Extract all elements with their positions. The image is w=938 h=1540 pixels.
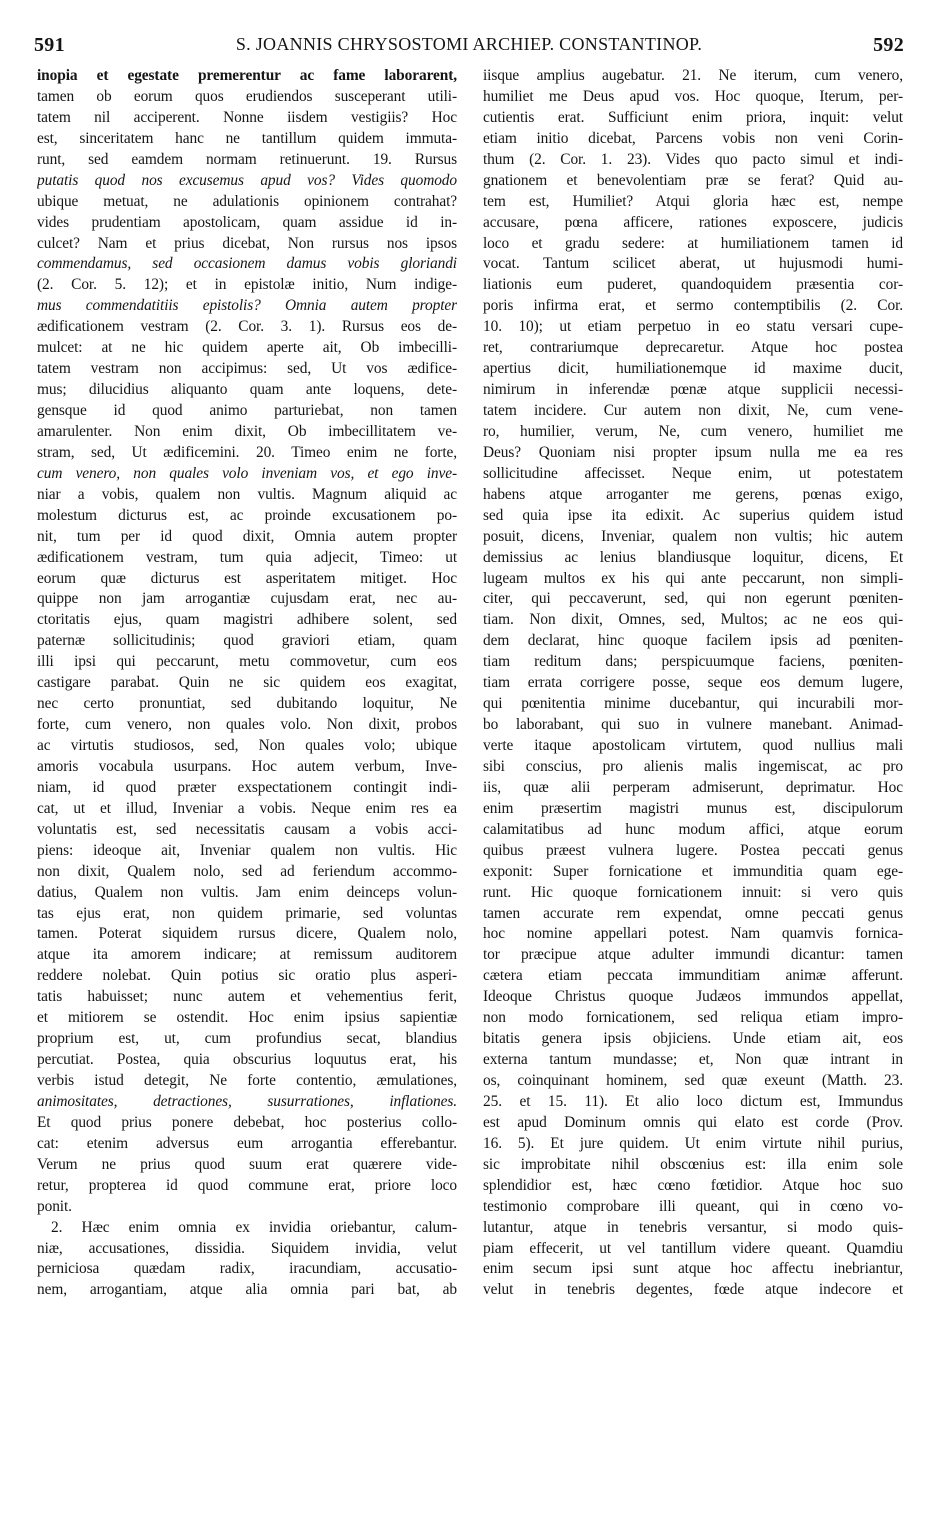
text-line: 25. et 15. 11). Et alio loco dictum est, Immundus bbox=[483, 1092, 903, 1110]
text-line: ac virtutis studiosos, sed, Non quales volo; ubique bbox=[37, 737, 457, 754]
text-line: paternæ sollicitudinis; quod graviori etiam, quam bbox=[37, 632, 457, 650]
text-line: Ideoque Christus quoque Judæos immundos appellat, bbox=[483, 988, 903, 1006]
text-line: thum (2. Cor. 1. 23). Vides quo pacto simul et indi- bbox=[483, 150, 903, 168]
text-line: 2. Hæc enim omnia ex invidia oriebantur, calum- bbox=[51, 1218, 457, 1236]
text-line: niæ, accusationes, dissidia. Siquidem invidia, velut bbox=[37, 1239, 457, 1257]
text-line: tas ejus erat, non quidem primarie, sed voluntas bbox=[37, 904, 457, 922]
text-line: tatem nil acciperent. Nonne iisdem vestigiis? Hoc bbox=[37, 108, 457, 126]
text-line: Et quod prius ponere debebat, hoc posterius collo- bbox=[37, 1113, 457, 1131]
text-line: bo laborabant, qui suo in vulnere manebant. Animad- bbox=[483, 716, 903, 734]
text-line: ædificationem vestram, tum quia adjecit, Timeo: ut bbox=[37, 548, 457, 566]
text-line: runt, sed eamdem normam retinuerunt. 19. Rursus bbox=[37, 150, 457, 168]
text-line: calamitatibus ad hunc modum affici, atque eorum bbox=[483, 820, 903, 838]
text-line: 10. 10); ut etiam perpetuo in eo statu versari cupe- bbox=[483, 318, 903, 336]
text-line: amoris vocabula usurpans. Hoc autem verbum, Inve- bbox=[37, 757, 457, 775]
text-line: humiliet me Deus apud vos. Hoc quoque, Iterum, per- bbox=[483, 87, 903, 105]
text-line: cutientis erat. Sufficiunt enim priora, inquit: velut bbox=[483, 108, 903, 126]
text-line: piens: ideoque ait, Inveniar qualem non vultis. Hic bbox=[37, 841, 457, 859]
text-line: sollicitudine affecisset. Neque enim, ut potestatem bbox=[483, 464, 903, 482]
text-line: culcet? Nam et prius dicebat, Non rursus nos ipsos bbox=[37, 234, 457, 252]
running-header bbox=[32, 26, 906, 56]
text-line: vides prudentiam apostolicam, quam assidue id in- bbox=[37, 213, 457, 231]
page-number-right: 592 bbox=[873, 34, 904, 56]
text-line: cætera etiam peccata immunditiam animæ afferunt. bbox=[483, 967, 903, 985]
text-line: nem, arrogantiam, atque alia omnia pari bat, ab bbox=[37, 1281, 457, 1299]
text-line: inopia et egestate premerentur ac fame laborarent, bbox=[37, 67, 457, 84]
text-line: etiam initio dicebat, Parcens vobis non veni Corin- bbox=[483, 129, 903, 147]
text-line: gnationem et benevolentiam præ se ferat? Quid au- bbox=[483, 171, 903, 189]
text-line: atque ita amorem indicare; at remissum auditorem bbox=[37, 946, 457, 964]
text-line: iis, quæ alii perperam admiserunt, deprimatur. Hoc bbox=[483, 778, 903, 796]
text-line: ret, contrariumque deprecaretur. Atque hoc postea bbox=[483, 339, 903, 357]
text-line: posuit, dicens, Inveniar, qualem non vultis; hic autem bbox=[483, 527, 903, 545]
text-line: tiam reditum dans; perspicuumque faciens, pœniten- bbox=[483, 653, 903, 671]
text-line: habens atque arroganter me gerens, pœnas exigo, bbox=[483, 485, 903, 503]
text-line: commendamus, sed occasionem damus vobis gloriandi bbox=[37, 255, 457, 273]
text-line: Deus? Quoniam nisi propter ipsum nulla me ea res bbox=[483, 443, 903, 461]
page-number-left: 591 bbox=[34, 34, 65, 56]
text-line: sed quia ipse ita edixit. Ac superius quidem istud bbox=[483, 506, 903, 524]
text-line: tiam errata corrigere posse, seque eos demum lugere, bbox=[483, 674, 903, 692]
text-line: ædificationem vestram (2. Cor. 3. 1). Rursus eos de- bbox=[37, 318, 457, 336]
text-line: eorum quæ dicturus est asperitatem mitiget. Hoc bbox=[37, 569, 457, 587]
text-line: tamen ob eorum quos erudiendos susceperant utili- bbox=[37, 87, 457, 105]
text-line: loco et gradu sedere: at humiliationem tamen id bbox=[483, 234, 903, 252]
text-line: tamen. Poterat siquidem rursus dicere, Qualem nolo, bbox=[37, 925, 457, 943]
text-line: putatis quod nos excusemus apud vos? Vides quomodo bbox=[37, 171, 457, 189]
text-line: niam, id quod præter exspectationem contingit indi- bbox=[37, 778, 457, 796]
text-line: verte itaque apostolicam virtutem, quod nullius mali bbox=[483, 737, 903, 754]
text-line: illi ipsi qui peccarunt, metu commovetur, cum eos bbox=[37, 653, 457, 671]
text-line: vocat. Tantum scilicet aberat, ut hujusmodi humi- bbox=[483, 255, 903, 273]
text-line: non dixit, Qualem nolo, sed ad feriendum accommo- bbox=[37, 862, 457, 880]
text-line: citer, qui peccaverunt, sed, qui non egerunt pœniten- bbox=[483, 590, 903, 608]
text-line: sibi conscius, pro alienis malis ingemiscat, ac pro bbox=[483, 757, 903, 775]
text-line: forte, cum venero, non quales volo. Non dixit, probos bbox=[37, 716, 457, 734]
text-line: tor præcipue atque adulter immundi dicantur: tamen bbox=[483, 946, 903, 964]
text-line: datius, Qualem non vultis. Jam enim deinceps volun- bbox=[37, 883, 457, 901]
running-title: S. JOANNIS CHRYSOSTOMI ARCHIEP. CONSTANTINOP. bbox=[235, 34, 703, 54]
text-line: ctoritatis ejus, quam magistri adhibere solent, sed bbox=[37, 611, 457, 629]
text-line: accusare, pœna afficere, rationes exposcere, judicis bbox=[483, 213, 903, 231]
text-line: nec certo pronuntiat, sed dubitando loquitur, Ne bbox=[37, 695, 457, 713]
text-line: (2. Cor. 5. 12); et in epistolæ initio, Num indige- bbox=[37, 276, 457, 294]
text-line: demissius ac lenius blandiusque loquitur, dicens, Et bbox=[483, 548, 903, 566]
text-line: sic improbitate nihil obscœnius est: illa enim sole bbox=[483, 1155, 903, 1173]
text-line: non modo fornicationem, sed reliqua etiam impro- bbox=[483, 1009, 903, 1027]
text-line: nit, tum per id quod dixit, Omnia autem propter bbox=[37, 527, 457, 545]
text-line: quippe non jam arrogantiæ cujusdam erat, nec au- bbox=[37, 590, 457, 608]
text-line: enim secum ipsi sunt atque hoc affectu inebriantur, bbox=[483, 1260, 903, 1278]
text-line: nimirum in inferendæ pœnæ atque supplicii necessi- bbox=[483, 381, 903, 399]
text-line: bitatis genera ipsis objiciens. Unde etiam ait, eos bbox=[483, 1030, 903, 1048]
text-line: proprium est, ut, cum profundius secat, blandius bbox=[37, 1030, 457, 1048]
text-line: cat, ut et illud, Inveniar a vobis. Neque enim res ea bbox=[37, 799, 457, 817]
text-line: stram, sed, Ut ædificemini. 20. Timeo enim ne forte, bbox=[37, 443, 457, 461]
text-line: ponit. bbox=[37, 1197, 72, 1215]
text-line: testimonio comprobare illi queant, qui in cœno vo- bbox=[483, 1197, 903, 1215]
text-line: hoc nomine appellari potest. Nam quamvis fornica- bbox=[483, 925, 903, 943]
text-line: runt. Hic quoque fornicationem innuit: si vero quis bbox=[483, 883, 903, 901]
text-line: reddere nolebat. Quin potius sic oratio plus asperi- bbox=[37, 967, 457, 985]
text-line: animositates, detractiones, susurrationes, inflationes. bbox=[37, 1092, 457, 1110]
text-line: tem est, Humiliet? Atqui gloria hæc est, nempe bbox=[483, 192, 903, 210]
text-line: cum venero, non quales volo inveniam vos, et ego inve- bbox=[37, 464, 457, 482]
text-line: tatis habuisset; nunc autem et vehementius ferit, bbox=[37, 988, 457, 1006]
text-line: mus; dilucidius aliquanto quam ante loquens, dete- bbox=[37, 381, 457, 399]
text-line: Verum ne prius quod suum erat quærere vide- bbox=[37, 1155, 457, 1173]
text-line: amarulenter. Non enim dixit, Ob imbecillitatem ve- bbox=[37, 422, 457, 440]
text-line: velut in tenebris degentes, fœde atque indecore et bbox=[483, 1281, 903, 1299]
text-line: verbis istud detegit, Ne forte contentio, æmulationes, bbox=[37, 1072, 457, 1089]
text-line: tamen accurate rem expendat, omne peccati genus bbox=[483, 904, 903, 922]
text-line: enim præsertim magistri munus est, discipulorum bbox=[483, 799, 903, 817]
text-line: poris infirma erat, et sermo contemptibilis (2. Cor. bbox=[483, 297, 903, 315]
text-line: molestum dicturus est, ac proinde excusationem po- bbox=[37, 506, 457, 524]
text-line: est, sinceritatem hanc ne tantillum quidem immuta- bbox=[37, 129, 457, 147]
text-line: externa tantum mundasse; et, Non quæ intrant in bbox=[483, 1051, 903, 1069]
text-line: exponit: Super fornicatione et immunditia quam ege- bbox=[483, 862, 903, 880]
text-line: est apud Dominum omnis qui elato est corde (Prov. bbox=[483, 1113, 903, 1131]
text-line: liationis eum puderet, quandoquidem præsentia cor- bbox=[483, 276, 903, 294]
text-line: quibus præest vulnera lugere. Postea peccati genus bbox=[483, 841, 903, 859]
text-line: perniciosa quædam radix, iracundiam, accusatio- bbox=[37, 1260, 457, 1278]
text-line: et mitiorem se ostendit. Hoc enim ipsius sapientiæ bbox=[37, 1009, 457, 1027]
text-line: voluntatis est, sed necessitatis causam a vobis acci- bbox=[37, 820, 457, 838]
text-line: mus commendatitiis epistolis? Omnia autem propter bbox=[37, 297, 457, 315]
text-line: 16. 5). Et jure quidem. Ut enim virtute nihil purius, bbox=[483, 1134, 903, 1152]
text-line: cat: etenim adversus eum arrogantia efferebantur. bbox=[37, 1134, 457, 1152]
text-line: splendidior est, hæc cœno fœtidior. Atque hoc suo bbox=[483, 1176, 903, 1194]
text-line: lugeam multos ex his qui ante peccarunt, non simpli- bbox=[483, 569, 903, 587]
text-line: tiam. Non dixit, Omnes, sed, Multos; ac ne eos qui- bbox=[483, 611, 903, 629]
text-line: os, coinquinant hominem, sed quæ exeunt (Matth. 23. bbox=[483, 1072, 903, 1089]
text-line: percutiat. Postea, quia obscurius loquutus erat, his bbox=[37, 1051, 457, 1069]
right-text-column bbox=[483, 66, 903, 1301]
text-line: retur, propterea id quod commune erat, priore loco bbox=[37, 1176, 457, 1194]
text-line: piam effecerit, ut vel tantillum videre queant. Quamdiu bbox=[483, 1239, 903, 1257]
text-line: apertius dicit, humiliationemque id maxime ducit, bbox=[483, 360, 903, 378]
text-line: niar a vobis, qualem non vultis. Magnum aliquid ac bbox=[37, 485, 457, 503]
text-line: iisque amplius augebatur. 21. Ne iterum, cum venero, bbox=[483, 67, 903, 84]
text-line: dem declarat, hinc quoque facilem ipsis ad pœniten- bbox=[483, 632, 903, 650]
text-line: qui pœnitentia minime ducebantur, qui incurabili mor- bbox=[483, 695, 903, 713]
text-line: mulcet: at ne hic quidem aperte ait, Ob imbecilli- bbox=[37, 339, 457, 357]
text-line: gensque id quod animo parturiebat, non tamen bbox=[37, 402, 457, 419]
left-text-column bbox=[37, 66, 457, 1301]
text-line: lutantur, atque in tenebris versantur, si modo quis- bbox=[483, 1218, 903, 1236]
text-line: ubique metuat, ne adulationis opinionem contrahat? bbox=[37, 192, 457, 210]
text-line: tatem incidere. Cur autem non dixit, Ne, cum vene- bbox=[483, 402, 903, 419]
text-line: ro, humilier, verum, Ne, cum venero, humiliet me bbox=[483, 422, 903, 440]
text-line: tatem vestram non accipimus: sed, Ut vos ædifice- bbox=[37, 360, 457, 378]
text-line: castigare parabat. Quin ne sic quidem eos exagitat, bbox=[37, 674, 457, 692]
